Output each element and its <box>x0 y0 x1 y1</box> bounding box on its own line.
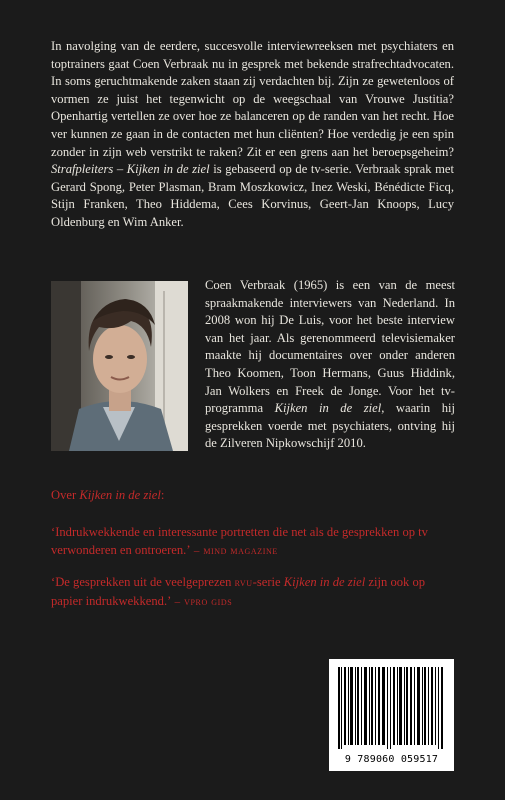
quote-1-source: – mind magazine <box>190 544 278 557</box>
quotes-heading <box>51 488 164 503</box>
isbn-barcode <box>329 659 454 771</box>
bio-show-title: Kijken in de ziel <box>274 401 382 416</box>
review-quote-1 <box>51 524 456 560</box>
isbn-digits: 9 789060 059517 <box>344 754 439 765</box>
quotes-heading-suffix: : <box>160 488 165 502</box>
intro-paragraph: In navolging van de eerdere, succesvolle interviewreeksen met psychiaters en toptrainers gaat Coen Verbraak nu in gesprek met bekende strafrechtadvocaten. In soms geruchtmakende zaken staan zij verdachten bij. Zijn ze gewetenloos of vormen ze juist het tegenwicht op de weegschaal van Vrouwe Justitia? Openhartig vertellen ze over hoe ze balanceren op de randen van het recht. Hoe ver kunnen ze gaan in de contacten met hun cliënten? Hoe verdedig je een spin zonder in zijn web verstrikt te raken? Zit er een grens aan het beroepsgeheim? <box>51 39 454 159</box>
intro-text <box>51 38 454 232</box>
quote-2-org: rvu <box>234 577 253 589</box>
quote-2-text-mid: -serie <box>252 575 284 589</box>
quotes-heading-prefix: Over <box>51 488 80 502</box>
bio-text-part2: , waarin hij gesprekken voerde met psychiaters, ontving hij de Zilveren Nipkowschijf 2010. <box>205 401 455 451</box>
quotes-heading-title: Kijken in de ziel <box>79 488 161 502</box>
author-photo <box>51 281 188 451</box>
quote-1-text: ‘Indrukwekkende en interessante portretten die net als de gesprekken op tv verwonderen en ontroeren.’ <box>51 525 428 557</box>
quote-2-text-post: zijn ook op papier indrukwekkend.’ <box>51 575 426 608</box>
quote-2-source: – vpro gids <box>171 595 233 608</box>
bio-text-part1: Coen Verbraak (1965) is een van de meest spraakmakende interviewers van Nederland. In 2008 won hij De Luis, voor het beste interview van het jaar. Als gerenommeerd televisiemaker maakte hij documentaires over onder anderen Theo Koomen, Toon Hermans, Guus Hiddink, Jan Wolkers en Freek de Jonge. Voor het tv-programma <box>205 278 455 416</box>
author-portrait-image <box>51 281 188 451</box>
author-bio <box>205 277 455 453</box>
intro-interviewees: is gebaseerd op de tv-serie. Verbraak sprak met Gerard Spong, Peter Plasman, Bram Moszkowicz, Inez Weski, Bénédicte Ficq, Stijn Franken, Theo Hiddema, Cees Korvinus, Geert-Jan Knoops, Lucy Oldenburg en Wim Anker. <box>51 162 454 229</box>
review-quote-2 <box>51 574 456 611</box>
barcode-bars <box>338 667 445 749</box>
book-title: Strafpleiters – Kijken in de ziel <box>51 162 210 177</box>
quote-2-text-pre: ‘De gesprekken uit de veelgeprezen <box>51 575 235 589</box>
quote-2-title: Kijken in de ziel <box>283 575 366 589</box>
